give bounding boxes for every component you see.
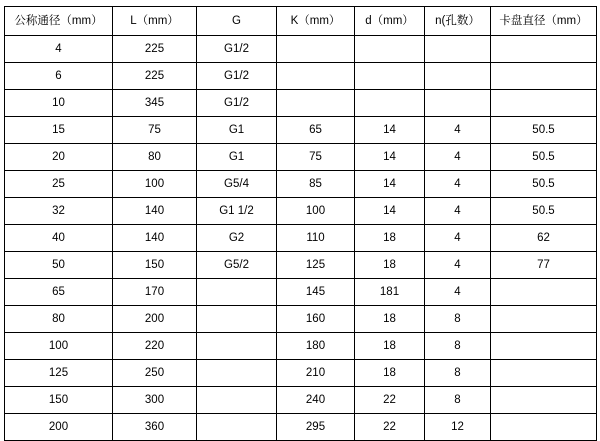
cell-length: 360 bbox=[113, 414, 197, 441]
specification-table bbox=[4, 6, 597, 441]
cell-nominal-diameter: 40 bbox=[5, 225, 113, 252]
cell-thread bbox=[197, 360, 277, 387]
column-header-hole-count: n(孔数） bbox=[425, 7, 491, 36]
table-row bbox=[5, 252, 597, 279]
column-header-length: L（mm） bbox=[113, 7, 197, 36]
cell-hole-count: 4 bbox=[425, 198, 491, 225]
cell-flange-diameter: 77 bbox=[491, 252, 597, 279]
cell-d bbox=[355, 36, 425, 63]
cell-k: 75 bbox=[277, 144, 355, 171]
cell-hole-count: 8 bbox=[425, 306, 491, 333]
cell-d: 18 bbox=[355, 360, 425, 387]
table-row bbox=[5, 225, 597, 252]
cell-hole-count bbox=[425, 63, 491, 90]
cell-flange-diameter: 50.5 bbox=[491, 144, 597, 171]
column-header-flange-diameter: 卡盘直径（mm） bbox=[491, 7, 597, 36]
cell-thread bbox=[197, 387, 277, 414]
cell-thread: G1 1/2 bbox=[197, 198, 277, 225]
cell-length: 75 bbox=[113, 117, 197, 144]
cell-nominal-diameter: 125 bbox=[5, 360, 113, 387]
cell-hole-count: 4 bbox=[425, 144, 491, 171]
cell-flange-diameter bbox=[491, 306, 597, 333]
cell-flange-diameter: 50.5 bbox=[491, 117, 597, 144]
cell-k: 180 bbox=[277, 333, 355, 360]
column-header-k: K（mm） bbox=[277, 7, 355, 36]
cell-hole-count: 4 bbox=[425, 117, 491, 144]
cell-thread: G1 bbox=[197, 144, 277, 171]
cell-k: 160 bbox=[277, 306, 355, 333]
cell-d bbox=[355, 90, 425, 117]
cell-flange-diameter bbox=[491, 90, 597, 117]
table-row bbox=[5, 63, 597, 90]
cell-thread: G5/2 bbox=[197, 252, 277, 279]
cell-thread bbox=[197, 279, 277, 306]
cell-d: 18 bbox=[355, 225, 425, 252]
cell-k: 85 bbox=[277, 171, 355, 198]
cell-thread bbox=[197, 306, 277, 333]
cell-d: 14 bbox=[355, 117, 425, 144]
cell-flange-diameter: 50.5 bbox=[491, 171, 597, 198]
cell-hole-count: 4 bbox=[425, 279, 491, 306]
cell-flange-diameter bbox=[491, 333, 597, 360]
table-row bbox=[5, 36, 597, 63]
cell-length: 225 bbox=[113, 63, 197, 90]
cell-d bbox=[355, 63, 425, 90]
cell-length: 220 bbox=[113, 333, 197, 360]
cell-length: 345 bbox=[113, 90, 197, 117]
cell-d: 22 bbox=[355, 414, 425, 441]
cell-nominal-diameter: 150 bbox=[5, 387, 113, 414]
cell-k: 240 bbox=[277, 387, 355, 414]
cell-hole-count: 8 bbox=[425, 333, 491, 360]
cell-length: 225 bbox=[113, 36, 197, 63]
cell-length: 300 bbox=[113, 387, 197, 414]
cell-nominal-diameter: 32 bbox=[5, 198, 113, 225]
cell-length: 200 bbox=[113, 306, 197, 333]
cell-thread: G1/2 bbox=[197, 90, 277, 117]
cell-hole-count: 8 bbox=[425, 387, 491, 414]
table-row bbox=[5, 90, 597, 117]
table-row bbox=[5, 360, 597, 387]
column-header-d: d（mm） bbox=[355, 7, 425, 36]
table-row bbox=[5, 117, 597, 144]
cell-nominal-diameter: 6 bbox=[5, 63, 113, 90]
cell-hole-count: 4 bbox=[425, 171, 491, 198]
table-header-row bbox=[5, 7, 597, 36]
cell-hole-count: 4 bbox=[425, 225, 491, 252]
cell-d: 14 bbox=[355, 171, 425, 198]
table-row bbox=[5, 333, 597, 360]
cell-hole-count: 12 bbox=[425, 414, 491, 441]
cell-k: 125 bbox=[277, 252, 355, 279]
cell-k: 110 bbox=[277, 225, 355, 252]
cell-hole-count bbox=[425, 36, 491, 63]
cell-nominal-diameter: 25 bbox=[5, 171, 113, 198]
cell-length: 80 bbox=[113, 144, 197, 171]
cell-k: 145 bbox=[277, 279, 355, 306]
cell-nominal-diameter: 20 bbox=[5, 144, 113, 171]
cell-k bbox=[277, 36, 355, 63]
cell-k bbox=[277, 90, 355, 117]
cell-k: 210 bbox=[277, 360, 355, 387]
cell-thread: G1 bbox=[197, 117, 277, 144]
cell-length: 170 bbox=[113, 279, 197, 306]
cell-thread: G2 bbox=[197, 225, 277, 252]
cell-d: 14 bbox=[355, 198, 425, 225]
cell-k: 295 bbox=[277, 414, 355, 441]
cell-flange-diameter bbox=[491, 414, 597, 441]
cell-nominal-diameter: 10 bbox=[5, 90, 113, 117]
cell-length: 250 bbox=[113, 360, 197, 387]
cell-d: 22 bbox=[355, 387, 425, 414]
cell-k bbox=[277, 63, 355, 90]
cell-nominal-diameter: 4 bbox=[5, 36, 113, 63]
cell-nominal-diameter: 80 bbox=[5, 306, 113, 333]
cell-nominal-diameter: 100 bbox=[5, 333, 113, 360]
table-row bbox=[5, 144, 597, 171]
table-row bbox=[5, 387, 597, 414]
cell-hole-count bbox=[425, 90, 491, 117]
cell-d: 18 bbox=[355, 306, 425, 333]
cell-flange-diameter: 62 bbox=[491, 225, 597, 252]
cell-k: 65 bbox=[277, 117, 355, 144]
cell-flange-diameter: 50.5 bbox=[491, 198, 597, 225]
table-row bbox=[5, 414, 597, 441]
table-row bbox=[5, 171, 597, 198]
cell-thread bbox=[197, 414, 277, 441]
cell-nominal-diameter: 200 bbox=[5, 414, 113, 441]
column-header-nominal-diameter: 公称通径（mm） bbox=[5, 7, 113, 36]
table-body bbox=[5, 36, 597, 441]
cell-hole-count: 4 bbox=[425, 252, 491, 279]
cell-nominal-diameter: 50 bbox=[5, 252, 113, 279]
cell-thread: G5/4 bbox=[197, 171, 277, 198]
table-row bbox=[5, 198, 597, 225]
cell-length: 140 bbox=[113, 198, 197, 225]
cell-d: 18 bbox=[355, 252, 425, 279]
cell-length: 150 bbox=[113, 252, 197, 279]
cell-thread: G1/2 bbox=[197, 36, 277, 63]
cell-thread: G1/2 bbox=[197, 63, 277, 90]
column-header-thread: G bbox=[197, 7, 277, 36]
cell-hole-count: 8 bbox=[425, 360, 491, 387]
cell-d: 181 bbox=[355, 279, 425, 306]
cell-flange-diameter bbox=[491, 387, 597, 414]
cell-flange-diameter bbox=[491, 63, 597, 90]
cell-flange-diameter bbox=[491, 360, 597, 387]
cell-d: 18 bbox=[355, 333, 425, 360]
cell-thread bbox=[197, 333, 277, 360]
cell-length: 140 bbox=[113, 225, 197, 252]
table-row bbox=[5, 306, 597, 333]
cell-nominal-diameter: 65 bbox=[5, 279, 113, 306]
cell-d: 14 bbox=[355, 144, 425, 171]
cell-nominal-diameter: 15 bbox=[5, 117, 113, 144]
table-row bbox=[5, 279, 597, 306]
cell-flange-diameter bbox=[491, 279, 597, 306]
cell-flange-diameter bbox=[491, 36, 597, 63]
cell-k: 100 bbox=[277, 198, 355, 225]
table-header bbox=[5, 7, 597, 36]
cell-length: 100 bbox=[113, 171, 197, 198]
